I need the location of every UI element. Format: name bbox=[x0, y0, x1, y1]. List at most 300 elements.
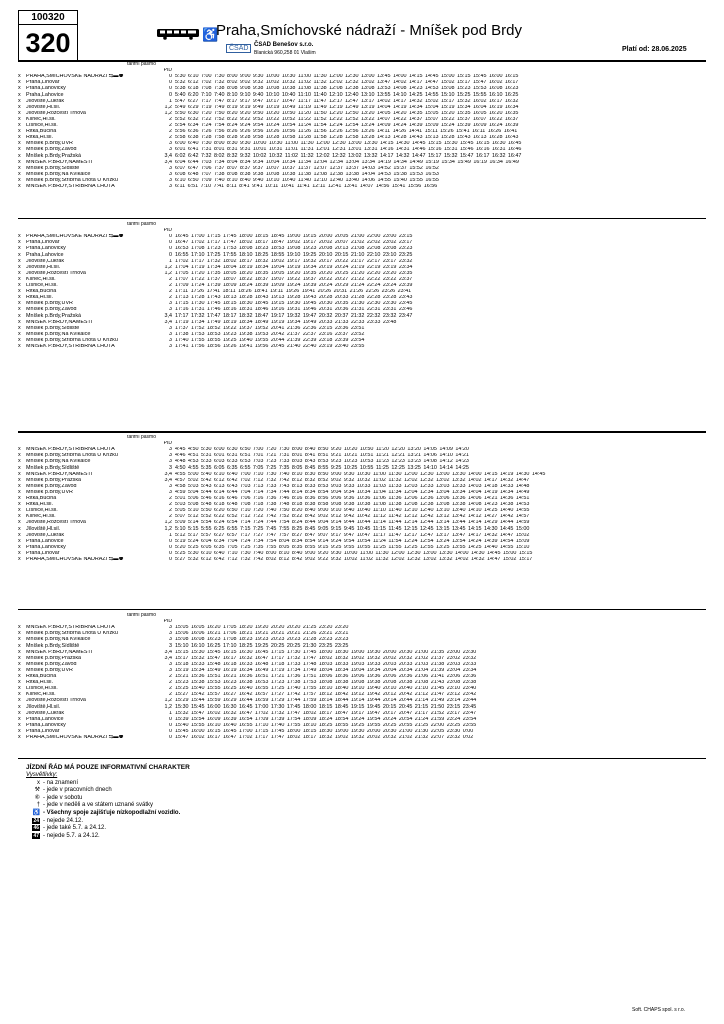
zone-number: 3 bbox=[169, 447, 172, 453]
zone-number: 2 bbox=[169, 495, 172, 502]
stop-name: Jíloviště,Rozcestí Trnová bbox=[26, 698, 86, 704]
request-stop-mark: x bbox=[18, 337, 21, 343]
stop-name: Mníšek p.Brdy,UVR bbox=[26, 141, 73, 147]
stop-name: Jíloviště,Cukrák bbox=[26, 98, 65, 104]
request-stop-mark: x bbox=[18, 550, 21, 556]
request-stop-mark: x bbox=[18, 686, 21, 692]
departure-times: 5:40 6:20 7:10 7:40 8:10 9:10 9:40 10:10 10:40 11:10 11:40 12:10 12:40 13:10 13:55 14:10 14:25 14:55 15:10 15:25 15:55 16:10 16:25 bbox=[175, 92, 519, 98]
zone-number: 3 bbox=[169, 465, 172, 471]
zone-number: 3 bbox=[169, 343, 172, 349]
departure-times: 15:08 16:08 16:23 17:08 18:23 19:23 20:23 20:23 21:28 23:23 23:23 bbox=[175, 637, 349, 643]
route-title: Praha,Smíchovské nádraží - Mníšek pod Brdy bbox=[216, 22, 522, 39]
stop-name: PRAHA,SMÍCHOVSKÉ NÁDRAŽÍ ⇆▬⚉ bbox=[26, 556, 124, 562]
request-stop-mark: x bbox=[18, 692, 21, 698]
zone-number: 2 bbox=[169, 514, 172, 520]
stop-name: Mníšek p.Brdy,Sídliště bbox=[26, 325, 80, 331]
departure-times: 6:10 6:50 7:09 7:40 8:10 8:40 9:40 10:10 10:40 11:40 12:10 12:40 13:40 14:06 14:55 15:40 15:55 16:55 bbox=[175, 177, 439, 183]
zone-number: 3,4 bbox=[164, 159, 172, 165]
departure-times: 15:29 15:44 15:59 16:29 16:44 16:59 17:29 17:44 17:59 18:14 18:44 19:14 19:44 20:14 20:44 21:14 21:49 23:14 23:44 bbox=[175, 698, 477, 704]
request-stop-mark: x bbox=[18, 465, 21, 471]
stop-name: Mníšek p.Brdy,Pražská bbox=[26, 655, 82, 661]
request-stop-mark: x bbox=[18, 514, 21, 520]
request-stop-mark: x bbox=[18, 135, 21, 141]
legend-title: Vysvětlivky: bbox=[26, 771, 58, 778]
stop-name: Mníšek p.Brdy,Sídliště bbox=[26, 643, 80, 649]
request-stop-mark: x bbox=[18, 343, 21, 349]
departure-times: 15:32 15:47 16:02 16:32 16:47 17:02 17:32 17:47 18:02 18:17 18:47 19:17 19:47 20:17 20:47 21:17 21:52 23:17 23:47 bbox=[175, 710, 477, 716]
operator-address: Blanická 960,258 01 Vlašim bbox=[254, 50, 316, 56]
stop-name: Jíloviště,Hl.sil. bbox=[26, 526, 61, 532]
divider bbox=[18, 609, 706, 610]
stop-name: MNÍŠEK P.BRDY,NÁMĚSTÍ bbox=[26, 649, 93, 655]
zone-number: 2 bbox=[169, 508, 172, 514]
stop-name: Řitka,Hl.sil. bbox=[26, 502, 53, 508]
table-row bbox=[18, 184, 706, 190]
request-stop-mark: x bbox=[18, 556, 21, 562]
departure-times: 4:59 5:04 5:44 6:14 6:44 7:04 7:14 7:34 7:44 8:14 8:34 8:54 9:04 9:34 10:34 11:04 11:34 12:04 12:34 13:04 13:34 14:04 14:19 14:34 14:49 bbox=[175, 489, 530, 495]
departure-times: 4:57 5:02 5:42 6:12 6:42 7:02 7:12 7:32 7:42 8:12 8:32 8:52 9:02 9:32 10:32 11:02 11:32 12:02 12:32 13:02 13:32 14:02 14:17 14:32 14:47 bbox=[175, 477, 530, 483]
software-credit: Soft. CHAPS spol. s r.o. bbox=[632, 1007, 686, 1013]
stop-name: Řitka,Hl.sil. bbox=[26, 135, 53, 141]
departure-times: 5:03 5:08 5:48 6:18 6:48 7:08 7:18 7:38 7:48 8:18 8:38 8:58 9:08 9:38 10:38 11:08 11:38 12:08 12:38 13:08 13:38 14:08 14:23 14:38 14:53 bbox=[175, 502, 530, 508]
departure-times: 5:12 5:17 5:57 6:27 6:57 7:17 7:27 7:47 7:57 8:27 8:47 9:07 9:17 9:47 10:47 11:17 11:47 12:17 12:47 13:17 13:47 14:17 14:32 14:47 15:02 bbox=[175, 532, 530, 538]
request-stop-mark: x bbox=[18, 502, 21, 508]
stop-name: Jíloviště,Rozcestí Trnová bbox=[26, 270, 86, 276]
zone-number: 3 bbox=[169, 631, 172, 637]
request-stop-mark: x bbox=[18, 92, 21, 98]
departure-times: 5:25 5:30 6:10 6:40 7:10 7:30 7:40 8:00 8:10 8:40 9:00 9:20 9:30 10:00 11:00 11:30 12:00 12:30 13:00 13:30 14:00 14:30 14:45 15:00 15:15 bbox=[175, 550, 533, 556]
zone-number: 2 bbox=[169, 295, 172, 301]
departure-times: 15:25 15:40 15:55 16:25 16:40 16:55 17:25 17:40 17:55 18:10 18:40 19:10 19:40 20:10 20:40 21:10 21:45 23:10 23:40 bbox=[175, 686, 477, 692]
departure-times: 15:47 16:02 16:17 16:47 17:02 17:17 17:47 18:02 18:17 18:32 19:02 19:32 20:02 20:32 21:02 21:32 22:07 23:32 0:02 bbox=[175, 734, 474, 740]
stop-name: MNÍŠEK P.BRDY,NÁMĚSTÍ bbox=[26, 471, 93, 477]
stop-name: Líšnice,Hl.sil. bbox=[26, 686, 58, 692]
departure-times: 5:54 6:34 7:24 7:54 8:24 9:24 9:54 10:24 10:54 11:24 11:54 12:24 12:54 13:24 14:09 14:24 14:39 15:09 15:24 15:39 16:09 16:24 16:39 bbox=[175, 122, 519, 129]
request-stop-mark: x bbox=[18, 471, 21, 477]
divider bbox=[18, 431, 706, 433]
departure-times: 5:01 5:06 5:46 6:16 6:46 7:06 7:16 7:36 7:46 8:16 8:36 8:56 9:06 9:36 10:36 11:06 11:36 12:06 12:36 13:06 13:36 14:06 14:21 14:36 14:51 bbox=[175, 495, 530, 502]
tarif-zone-label: tarifní pásmo bbox=[127, 222, 156, 228]
bus-icon bbox=[156, 28, 200, 40]
request-stop-mark: x bbox=[18, 98, 21, 104]
stop-name: Praha,Lahovice bbox=[26, 92, 64, 98]
zone-number: 3 bbox=[169, 483, 172, 489]
timetable-block bbox=[18, 222, 706, 350]
zone-number: 3,4 bbox=[164, 319, 172, 325]
legend-item bbox=[26, 787, 190, 795]
zone-number: 3 bbox=[169, 459, 172, 465]
request-stop-mark: x bbox=[18, 520, 21, 526]
stop-name: Mníšek p.Brdy,UVR bbox=[26, 489, 73, 495]
zone-number: 3 bbox=[169, 337, 172, 343]
departure-times: 4:46 4:51 5:31 6:01 6:31 6:51 7:01 7:21 7:31 8:01 8:41 8:51 9:21 10:21 10:51 11:21 12:21 13:21 14:06 14:10 14:21 bbox=[175, 453, 469, 459]
departure-times: 5:52 6:32 7:22 7:52 8:22 9:22 9:52 10:22 10:52 11:22 11:52 12:22 12:52 13:22 14:07 14:22 14:37 15:07 15:22 15:37 16:07 16:22 16:37 bbox=[175, 116, 519, 122]
zone-number: 3 bbox=[169, 325, 172, 331]
zone-number: 3,4 bbox=[164, 477, 172, 483]
stop-name: MNÍŠEK P.BRDY,NÁMĚSTÍ bbox=[26, 159, 93, 165]
zone-number: 1 bbox=[169, 98, 172, 104]
zone-number: 0 bbox=[169, 734, 172, 740]
stop-name: PRAHA,SMÍCHOVSKÉ NÁDRAŽÍ ⇆▬⚉ bbox=[26, 74, 124, 80]
stop-name: Mníšek p.Brdy,Stříbrná Lhota U Křížku bbox=[26, 177, 118, 183]
zone-number: 1,2 bbox=[164, 104, 172, 110]
departure-times: 15:05 16:05 16:20 17:05 18:20 19:20 20:20 20:20 21:25 23:20 23:20 bbox=[175, 625, 349, 631]
request-stop-mark: x bbox=[18, 489, 21, 495]
legend-item bbox=[26, 833, 190, 841]
request-stop-mark: x bbox=[18, 655, 21, 661]
stop-name: Mníšek p.Brdy,Závod bbox=[26, 147, 77, 153]
stop-name: MNÍŠEK P.BRDY,STŘÍBRNÁ LHOTA bbox=[26, 183, 115, 189]
request-stop-mark: x bbox=[18, 483, 21, 489]
zone-number: 1 bbox=[169, 532, 172, 538]
request-stop-mark: x bbox=[18, 147, 21, 153]
stop-name: Mníšek p.Brdy,Závod bbox=[26, 661, 77, 667]
zone-number: 0 bbox=[169, 538, 172, 544]
departure-times: 4:55 5:00 5:40 6:10 6:40 7:00 7:10 7:30 7:40 8:10 8:30 8:50 9:00 9:30 10:30 11:00 11:30 12:00 12:30 13:00 13:30 14:00 14:15 14:19 14:30 14:45 bbox=[175, 471, 546, 477]
departure-times: 17:11 17:26 17:41 18:11 18:26 18:41 19:11 19:26 19:41 20:26 20:31 21:26 22:26 23:26 23:41 bbox=[175, 289, 412, 295]
stop-name: Praha,Lahovičky bbox=[26, 722, 66, 728]
departure-times: 15:39 15:54 16:09 16:39 16:54 17:09 17:39 17:54 18:09 18:24 18:54 19:24 19:54 20:24 20:54 21:24 21:59 23:24 23:54 bbox=[175, 716, 477, 722]
zone-number: 3 bbox=[169, 643, 172, 649]
legend-text: - na znamení bbox=[43, 779, 79, 786]
stop-name: MNÍŠEK P.BRDY,NÁMĚSTÍ bbox=[26, 319, 93, 325]
request-stop-mark: x bbox=[18, 270, 21, 276]
zone-number: 3 bbox=[169, 147, 172, 153]
departure-times: 5:20 5:25 6:05 6:35 7:05 7:25 7:35 7:55 8:05 8:35 8:55 9:15 9:25 9:55 10:55 11:25 11:55 12:25 12:55 13:25 13:55 14:25 14:40 14:55 15:10 bbox=[175, 544, 530, 550]
request-stop-mark: x bbox=[18, 643, 21, 649]
request-stop-mark: x bbox=[18, 447, 21, 453]
stop-name: PRAHA,SMÍCHOVSKÉ NÁDRAŽÍ ⇆▬⚉ bbox=[26, 234, 124, 240]
request-stop-mark: x bbox=[18, 331, 21, 337]
legend-item bbox=[26, 810, 190, 818]
request-stop-mark: x bbox=[18, 264, 21, 270]
stop-name: Řitka,Bučina bbox=[26, 129, 57, 135]
legend-text: - nejede 24.12. bbox=[43, 817, 84, 824]
departure-times: 6:01 6:41 7:31 8:01 8:31 9:31 10:01 10:31 11:01 11:31 12:01 12:31 13:01 13:31 14:16 14:31 14:46 15:16 15:31 15:46 16:16 16:31 16:46 bbox=[175, 147, 522, 153]
request-stop-mark: x bbox=[18, 129, 21, 135]
zone-number: 0 bbox=[169, 246, 172, 252]
departure-times: 5:10 5:15 5:55 6:25 6:55 7:15 7:25 7:45 7:55 8:25 8:45 9:05 9:15 9:45 10:45 11:15 11:45 12:15 12:45 13:15 13:45 14:15 14:30 14:45 15:00 bbox=[175, 526, 530, 532]
zone-number: 2 bbox=[169, 692, 172, 698]
request-stop-mark: x bbox=[18, 508, 21, 514]
request-stop-mark: x bbox=[18, 289, 21, 295]
departure-times: 16:47 17:02 17:17 17:47 18:02 18:17 18:47 19:02 19:17 20:02 20:07 21:02 22:02 23:02 23:17 bbox=[175, 240, 413, 246]
departure-times: 5:30 6:10 7:00 7:30 8:00 9:00 9:30 10:00 10:30 11:00 11:30 12:00 12:30 13:00 13:45 14:00 14:15 14:45 15:00 15:15 15:45 16:00 16:15 bbox=[175, 74, 519, 80]
departure-times: 16:45 17:00 17:15 17:45 18:00 18:15 18:45 19:00 19:15 20:00 20:05 21:00 22:00 23:00 23:15 bbox=[175, 234, 413, 240]
request-stop-mark: x bbox=[18, 234, 21, 240]
request-stop-mark: x bbox=[18, 625, 21, 631]
pid-label: PID bbox=[163, 441, 172, 447]
request-stop-mark: x bbox=[18, 544, 21, 550]
request-stop-mark: x bbox=[18, 313, 21, 319]
departure-times: 5:58 6:38 7:28 7:58 8:28 9:28 9:58 10:28 10:58 11:28 11:58 12:28 12:58 13:28 14:13 14:28 14:43 15:13 15:28 15:43 16:13 16:28 16:43 bbox=[175, 135, 519, 141]
departure-times: 4:58 5:03 5:43 6:13 6:43 7:03 7:13 7:33 7:43 8:13 8:33 8:53 9:03 9:33 10:33 11:03 11:33 12:03 12:33 13:03 13:33 14:03 14:18 14:33 14:48 bbox=[175, 483, 530, 489]
request-stop-mark: x bbox=[18, 295, 21, 301]
request-stop-mark: x bbox=[18, 532, 21, 538]
stop-name: MNÍŠEK P.BRDY,STŘÍBRNÁ LHOTA bbox=[26, 625, 115, 631]
stop-name: Mníšek p.Brdy,Na Kvíkalce bbox=[26, 171, 91, 177]
zone-number: 1,2 bbox=[164, 110, 172, 116]
request-stop-mark: x bbox=[18, 141, 21, 147]
zone-number: 0 bbox=[169, 80, 172, 86]
zone-number: 1,2 bbox=[164, 698, 172, 704]
license-number: 100320 bbox=[19, 11, 77, 25]
legend-symbol: x bbox=[37, 779, 40, 786]
departure-times: 15:06 16:06 16:21 17:06 18:21 19:21 20:21 20:21 21:26 23:21 23:21 bbox=[175, 631, 349, 637]
stop-name: PRAHA,SMÍCHOVSKÉ NÁDRAŽÍ ⇆▬⚉ bbox=[26, 734, 124, 740]
zone-number: 2 bbox=[169, 686, 172, 692]
departure-times: 17:41 17:56 18:56 19:26 19:41 19:56 20:45 21:40 22:40 23:19 23:40 23:55 bbox=[175, 343, 365, 349]
stop-name: Praha,Lihovar bbox=[26, 728, 60, 734]
departure-times: 16:55 17:10 17:25 17:55 18:10 18:25 18:55 19:10 19:25 20:10 20:15 21:10 22:10 23:10 23:25 bbox=[175, 252, 413, 258]
request-stop-mark: x bbox=[18, 698, 21, 704]
request-stop-mark: x bbox=[18, 258, 21, 264]
zone-number: 3 bbox=[169, 183, 172, 189]
request-stop-mark: x bbox=[18, 246, 21, 252]
legend-symbol: ⚒ bbox=[34, 787, 40, 794]
stop-name: Mníšek p.Brdy,Pražská bbox=[26, 477, 82, 483]
legend-list bbox=[26, 780, 190, 841]
departure-times: 5:50 6:30 7:20 7:50 8:20 9:20 9:50 10:20 10:50 11:20 11:50 12:20 12:50 13:20 14:05 14:20 14:35 15:05 15:20 15:35 16:05 16:20 16:35 bbox=[175, 110, 519, 116]
departure-times: 15:23 15:38 15:53 16:23 16:38 16:53 17:23 17:38 17:53 18:08 18:38 19:08 19:38 20:08 20:38 21:08 21:43 23:08 23:38 bbox=[175, 680, 477, 686]
zone-number: 2 bbox=[169, 276, 172, 282]
pid-label: PID bbox=[163, 619, 172, 625]
stop-name: Praha,Lihovar bbox=[26, 240, 60, 246]
tarif-zone-label: tarifní pásmo bbox=[127, 435, 156, 441]
request-stop-mark: x bbox=[18, 477, 21, 483]
zone-number: 0 bbox=[169, 74, 172, 80]
zone-number: 0 bbox=[169, 544, 172, 550]
zone-number: 3,4 bbox=[164, 655, 172, 661]
request-stop-mark: x bbox=[18, 734, 21, 740]
departure-times: 4:50 4:55 5:35 6:05 6:35 6:55 7:05 7:25 7:35 8:05 8:45 8:55 9:25 10:25 10:55 11:25 12:25 13:25 14:10 14:14 14:25 bbox=[175, 465, 469, 471]
departure-times: 15:15 15:30 15:45 16:15 16:30 16:45 17:15 17:30 17:45 18:00 18:30 19:00 19:30 20:00 20:30 21:00 21:35 23:00 23:30 bbox=[175, 649, 477, 655]
zone-number: 3 bbox=[169, 667, 172, 673]
request-stop-mark: x bbox=[18, 307, 21, 313]
zone-number: 3,4 bbox=[164, 153, 172, 159]
tarif-zone-label: tarifní pásmo bbox=[127, 62, 156, 68]
zone-number: 1,2 bbox=[164, 264, 172, 270]
stop-name: Jíloviště,Hl.sil. bbox=[26, 264, 61, 270]
legend-symbol: 47 bbox=[33, 832, 39, 839]
request-stop-mark: x bbox=[18, 110, 21, 116]
departure-times: 6:08 6:48 7:07 7:38 8:08 8:38 9:38 10:08 10:38 11:38 12:08 12:38 13:38 14:04 14:53 15:38 15:53 16:53 bbox=[175, 171, 439, 177]
zone-number: 2 bbox=[169, 502, 172, 508]
zone-number: 1 bbox=[169, 258, 172, 264]
departure-times: 17:40 17:55 18:55 19:25 19:40 19:55 20:44 21:39 22:39 23:18 23:39 23:54 bbox=[175, 337, 365, 343]
departure-times: 15:18 15:33 15:48 16:18 16:33 16:48 17:18 17:33 17:48 18:03 18:33 19:03 19:33 20:03 20:33 21:03 21:38 23:03 23:33 bbox=[175, 661, 477, 667]
request-stop-mark: x bbox=[18, 661, 21, 667]
request-stop-mark: x bbox=[18, 177, 21, 183]
zone-number: 0 bbox=[169, 240, 172, 246]
request-stop-mark: x bbox=[18, 728, 21, 734]
stop-name: Řitka,Hl.sil. bbox=[26, 295, 53, 301]
stop-name: Praha,Lahovičky bbox=[26, 86, 66, 92]
departure-times: 6:07 6:47 7:06 7:37 8:07 8:37 9:37 10:07 10:37 11:37 12:07 12:37 13:37 14:03 14:52 15:37 15:52 16:52 bbox=[175, 165, 439, 171]
departure-times: 17:16 17:31 17:46 18:16 18:31 18:46 19:16 19:31 19:46 20:31 20:36 21:31 22:31 23:31 23:46 bbox=[175, 307, 413, 313]
departure-times: 5:19 5:24 6:04 6:34 7:04 7:24 7:34 7:54 8:04 8:34 8:54 9:14 9:24 9:54 10:54 11:24 11:54 12:24 12:54 13:24 13:54 14:24 14:39 14:54 15:09 bbox=[175, 538, 530, 544]
stop-name: Mníšek p.Brdy,Závod bbox=[26, 483, 77, 489]
zone-number: 3 bbox=[169, 489, 172, 495]
departure-times: 17:19 17:34 17:49 18:19 18:34 18:49 19:19 19:34 19:49 20:33 21:33 22:33 23:33 23:48 bbox=[175, 319, 397, 325]
stop-name: Mníšek p.Brdy,Na Kvíkalce bbox=[26, 331, 91, 337]
stop-name: Líšnice,Hl.sil. bbox=[26, 122, 58, 129]
request-stop-mark: x bbox=[18, 526, 21, 532]
timetable-header bbox=[18, 10, 706, 62]
zone-number: 1,2 bbox=[164, 520, 172, 526]
zone-number: 2 bbox=[169, 116, 172, 122]
stop-name: Mníšek p.Brdy,Sídliště bbox=[26, 465, 80, 471]
table-row bbox=[18, 735, 706, 741]
validity-date: Platí od: 28.06.2025 bbox=[622, 46, 687, 53]
zone-number: 0 bbox=[169, 722, 172, 728]
zone-number: 3,4 bbox=[164, 649, 172, 655]
timetable-table bbox=[18, 222, 706, 350]
operator-logo: ČSAD bbox=[226, 44, 251, 53]
zone-number: 3 bbox=[169, 165, 172, 171]
departure-times: 5:09 5:14 5:54 6:24 6:54 7:14 7:24 7:44 7:54 8:24 8:44 9:04 9:14 9:44 10:44 11:14 11:44 12:14 12:44 13:14 13:44 14:14 14:29 14:44 14:59 bbox=[175, 520, 530, 526]
zone-number: 2 bbox=[169, 680, 172, 686]
legend-text: - nejede 5.7. a 24.12. bbox=[43, 832, 100, 839]
request-stop-mark: x bbox=[18, 282, 21, 289]
legend-item bbox=[26, 825, 190, 833]
stop-name: Klínec,Hl.sil. bbox=[26, 276, 56, 282]
departure-times: 15:19 15:34 15:49 16:19 16:34 16:49 17:19 17:34 17:49 18:04 18:34 19:04 19:34 20:04 20:34 21:04 21:39 23:04 23:34 bbox=[175, 667, 477, 673]
zone-number: 1,2 bbox=[164, 704, 172, 710]
zone-number: 3 bbox=[169, 177, 172, 183]
stop-name: Klínec,Hl.sil. bbox=[26, 116, 56, 122]
request-stop-mark: x bbox=[18, 122, 21, 129]
zone-number: 3,4 bbox=[164, 471, 172, 477]
departure-times: 15:45 16:00 16:15 16:45 17:00 17:15 17:45 18:00 18:15 18:30 19:00 19:30 20:00 20:30 21:00 21:30 22:05 23:30 0:00 bbox=[175, 728, 474, 734]
timetable-block bbox=[18, 435, 706, 563]
divider bbox=[18, 758, 706, 759]
request-stop-mark: x bbox=[18, 159, 21, 165]
legend-item bbox=[26, 802, 190, 810]
departure-times: 6:02 6:42 7:32 8:02 8:32 9:32 10:02 10:32 11:02 11:32 12:02 12:32 13:02 13:32 14:17 14:32 14:47 15:17 15:32 15:47 16:17 16:32 16:47 bbox=[175, 153, 522, 159]
stop-name: Mníšek p.Brdy,Na Kvíkalce bbox=[26, 637, 91, 643]
timetable-block bbox=[18, 613, 706, 741]
zone-number: 1 bbox=[169, 710, 172, 716]
stop-name: Praha,Lahovičky bbox=[26, 246, 66, 252]
departure-times: 5:07 5:12 5:52 6:22 6:52 7:12 7:22 7:42 7:52 8:22 8:42 9:02 9:12 9:42 10:42 11:12 11:42 12:12 12:42 13:12 13:42 14:12 14:27 14:42 14:57 bbox=[175, 514, 530, 520]
stop-name: Mníšek p.Brdy,Pražská bbox=[26, 313, 82, 319]
stop-name: Mníšek p.Brdy,Sídliště bbox=[26, 165, 80, 171]
zone-number: 3 bbox=[169, 661, 172, 667]
request-stop-mark: x bbox=[18, 165, 21, 171]
departure-times: 4:48 4:53 5:33 6:03 6:33 6:53 7:03 7:23 7:33 8:03 8:43 8:53 9:23 10:23 10:53 11:23 12:23 13:23 14:08 14:12 14:23 bbox=[175, 459, 469, 465]
request-stop-mark: x bbox=[18, 680, 21, 686]
divider bbox=[18, 218, 706, 219]
departure-times: 17:05 17:20 17:35 18:05 18:20 18:35 19:05 19:20 19:35 20:20 20:25 21:20 22:20 23:20 23:35 bbox=[175, 270, 413, 276]
departure-times: 15:21 15:36 15:51 16:21 16:36 16:51 17:21 17:36 17:51 18:06 18:36 19:06 19:36 20:06 20:36 21:06 21:41 23:06 23:36 bbox=[175, 673, 477, 680]
tarif-zone-label: tarifní pásmo bbox=[127, 613, 156, 619]
stop-name: Jíloviště,Hl.sil. bbox=[26, 704, 61, 710]
stop-name: Jíloviště,Cukrák bbox=[26, 258, 65, 264]
departure-times: 5:56 6:36 7:26 7:56 8:26 9:26 9:56 10:26 10:56 11:26 11:56 12:26 12:56 13:26 14:11 14:26 14:41 15:11 15:26 15:41 16:11 16:26 16:41 bbox=[175, 129, 518, 135]
stop-name: Jíloviště,Rozcestí Trnová bbox=[26, 110, 86, 116]
table-row bbox=[18, 557, 706, 563]
stop-name: Praha,Lahovičky bbox=[26, 544, 66, 550]
request-stop-mark: x bbox=[18, 171, 21, 177]
zone-number: 3,4 bbox=[164, 313, 172, 319]
departure-times: 16:53 17:08 17:23 17:53 18:08 18:23 18:53 19:08 19:23 20:08 20:13 21:08 22:08 23:08 23:23 bbox=[175, 246, 413, 252]
departure-times: 5:27 5:32 6:12 6:42 7:12 7:32 7:42 8:02 8:12 8:42 9:02 9:22 9:32 10:02 11:02 11:32 12:02 12:32 13:02 13:32 14:02 14:32 14:47 15:02 15:17 bbox=[175, 556, 533, 562]
request-stop-mark: x bbox=[18, 276, 21, 282]
legend-symbol: ⑥ bbox=[34, 794, 40, 801]
line-box bbox=[18, 10, 78, 62]
request-stop-mark: x bbox=[18, 183, 21, 189]
departure-times: 17:09 17:24 17:39 18:09 18:24 18:39 19:09 19:24 19:39 20:24 20:29 21:24 22:24 23:24 23:39 bbox=[175, 282, 413, 289]
request-stop-mark: x bbox=[18, 649, 21, 655]
zone-number: 0 bbox=[169, 234, 172, 240]
departure-times: 6:11 6:51 7:10 7:41 8:11 8:41 9:41 10:11 10:41 11:41 12:11 12:41 13:41 14:07 14:56 15:41 15:56 16:56 bbox=[175, 183, 438, 189]
stop-name: Mníšek p.Brdy,Na Kvíkalce bbox=[26, 459, 91, 465]
request-stop-mark: x bbox=[18, 104, 21, 110]
departure-times: 17:04 17:19 17:34 18:04 18:19 18:34 19:04 19:19 19:34 20:19 20:24 21:19 22:19 23:19 23:34 bbox=[175, 264, 413, 270]
departure-times: 5:49 6:29 7:19 7:49 8:19 9:19 9:49 10:19 10:49 11:19 11:49 12:19 12:49 13:19 14:04 14:19 14:34 15:04 15:19 15:34 16:04 16:19 16:34 bbox=[175, 104, 519, 110]
zone-number: 3 bbox=[169, 637, 172, 643]
stop-name: Praha,Lahovice bbox=[26, 252, 64, 258]
legend-text: - jede v neděli a ve státem uznané svátky bbox=[43, 802, 154, 809]
zone-number: 3 bbox=[169, 331, 172, 337]
stop-name: Řitka,Hl.sil. bbox=[26, 680, 53, 686]
request-stop-mark: x bbox=[18, 116, 21, 122]
request-stop-mark: x bbox=[18, 667, 21, 673]
stop-name: Jíloviště,Cukrák bbox=[26, 710, 65, 716]
request-stop-mark: x bbox=[18, 495, 21, 502]
request-stop-mark: x bbox=[18, 80, 21, 86]
stop-name: Jíloviště,Hl.sil. bbox=[26, 104, 61, 110]
request-stop-mark: x bbox=[18, 710, 21, 716]
request-stop-mark: x bbox=[18, 722, 21, 728]
wheelchair-icon: ♿ bbox=[202, 27, 219, 42]
stop-name: Praha,Lahovice bbox=[26, 538, 64, 544]
zone-number: 2 bbox=[169, 129, 172, 135]
zone-number: 2 bbox=[169, 673, 172, 680]
request-stop-mark: x bbox=[18, 319, 21, 325]
legend-symbol: ♿ bbox=[32, 809, 40, 816]
stop-name: Mníšek p.Brdy,Stříbrná Lhota U Křížku bbox=[26, 453, 118, 459]
request-stop-mark: x bbox=[18, 538, 21, 544]
stop-name: Jíloviště,Rozcestí Trnová bbox=[26, 520, 86, 526]
zone-number: 3 bbox=[169, 625, 172, 631]
zone-number: 3 bbox=[169, 141, 172, 147]
departure-times: 5:05 5:10 5:50 6:20 6:50 7:10 7:20 7:40 7:50 8:20 8:40 9:00 9:10 9:40 10:40 11:10 11:40 12:10 12:40 13:10 13:40 14:10 14:25 14:40 14:55 bbox=[175, 508, 530, 514]
timetable-table bbox=[18, 62, 706, 190]
stop-name: Líšnice,Hl.sil. bbox=[26, 508, 58, 514]
stop-name: Praha,Lihovar bbox=[26, 80, 60, 86]
stop-name: Praha,Lahovice bbox=[26, 716, 64, 722]
request-stop-mark: x bbox=[18, 325, 21, 331]
zone-number: 0 bbox=[169, 92, 172, 98]
zone-number: 3 bbox=[169, 307, 172, 313]
departure-times: 5:38 6:18 7:08 7:38 8:08 9:08 9:38 10:08 10:38 11:08 11:38 12:08 12:38 13:08 13:53 14:08 14:23 14:53 15:08 15:23 15:53 16:08 16:23 bbox=[175, 86, 519, 92]
stop-name: Praha,Lihovar bbox=[26, 550, 60, 556]
zone-number: 0 bbox=[169, 550, 172, 556]
timetable-block bbox=[18, 62, 706, 190]
legend-text: - jede v sobotu bbox=[43, 794, 83, 801]
zone-number: 0 bbox=[169, 86, 172, 92]
departure-times: 17:38 17:53 18:53 19:23 19:38 19:53 20:42 21:37 22:37 23:16 23:37 23:52 bbox=[175, 331, 365, 337]
departure-times: 6:00 6:40 7:30 8:00 8:30 9:30 10:00 10:30 11:00 11:30 12:00 12:30 13:00 13:30 14:15 14:30 14:45 15:15 15:30 15:45 16:15 16:30 16:45 bbox=[175, 141, 522, 147]
timetable-table bbox=[18, 435, 706, 563]
departure-times: 15:40 15:55 16:10 16:40 16:55 17:10 17:40 17:55 18:10 18:25 18:55 19:25 19:55 20:25 20:55 21:25 22:00 23:25 23:55 bbox=[175, 722, 477, 728]
zone-number: 1,2 bbox=[164, 270, 172, 276]
legend-text: - jede v pracovních dnech bbox=[43, 787, 112, 794]
request-stop-mark: x bbox=[18, 153, 21, 159]
stop-name: Klínec,Hl.sil. bbox=[26, 692, 56, 698]
